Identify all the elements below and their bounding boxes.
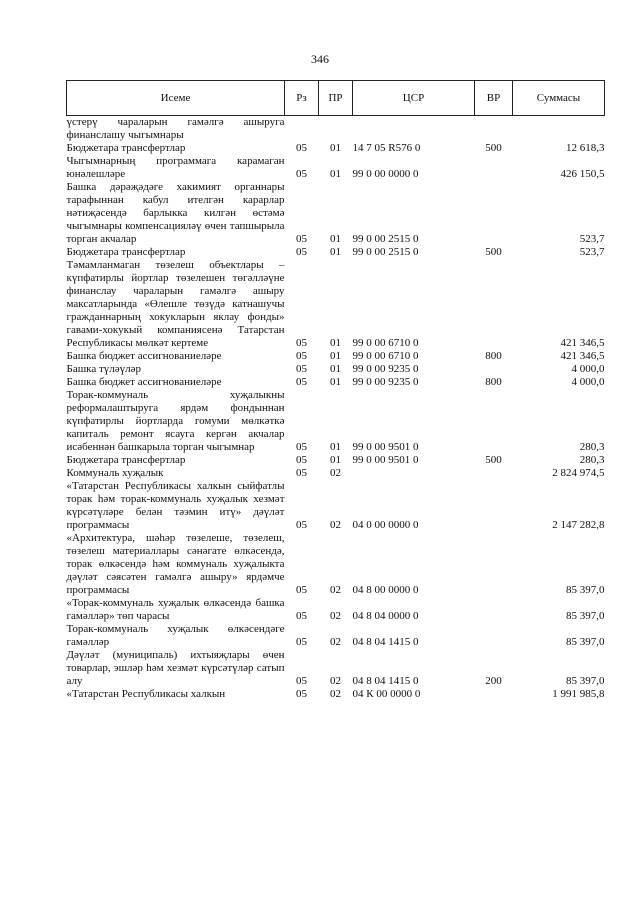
cell-pr: 02 <box>330 519 341 531</box>
cell-name: «Татарстан Республикасы халкын сыйфатлы торак һәм торак-коммуналь хуҗалык хезмәт күрсәтүләре белән тәэмин итү» дәүләт программасы <box>66 480 285 531</box>
cell-vr <box>475 480 513 532</box>
cell-vr <box>475 467 513 480</box>
cell-sum: 1 991 985,8 <box>552 688 605 700</box>
cell-vr: 500 <box>485 246 502 258</box>
cell-sum: 280,3 <box>579 441 605 453</box>
cell-name: Торак-коммуналь хуҗалык өлкәсендәге гамәлләр <box>66 623 285 648</box>
table-header-row <box>67 81 605 116</box>
cell-name: Торак-коммуналь хуҗалыкны реформалаштыруга ярдәм фондыннан күпфатирлы йортларда гомуми мөлкәткә капиталь ремонт ясауга кергән акчалар исәбеннән башкарыла торган чыгымнар <box>66 389 285 453</box>
cell-csr: 99 0 00 9235 0 <box>352 376 419 388</box>
cell-rz: 05 <box>296 233 307 245</box>
cell-vr: 800 <box>485 376 502 388</box>
cell-pr <box>319 116 353 143</box>
cell-vr: 500 <box>485 454 502 466</box>
cell-sum: 4 000,0 <box>571 363 605 375</box>
cell-name: Бюджетара трансфертлар <box>66 454 186 466</box>
cell-vr: 200 <box>485 675 502 687</box>
cell-pr: 02 <box>330 467 341 479</box>
cell-csr: 04 8 04 1415 0 <box>352 636 419 648</box>
cell-name: Коммуналь хуҗалык <box>66 467 164 479</box>
header-csr: ЦСР <box>353 81 475 116</box>
cell-vr <box>475 181 513 246</box>
cell-rz: 05 <box>296 454 307 466</box>
cell-name: үстерү чараларын гамәлгә ашыруга финанслашу чыгымнары <box>66 116 285 141</box>
cell-pr: 01 <box>330 441 341 453</box>
cell-csr: 14 7 05 R576 0 <box>352 142 421 154</box>
table-row <box>67 454 605 467</box>
table-row <box>67 142 605 155</box>
cell-sum: 426 150,5 <box>560 168 605 180</box>
cell-rz: 05 <box>296 441 307 453</box>
cell-csr: 99 0 00 9501 0 <box>352 441 419 453</box>
cell-pr: 02 <box>330 636 341 648</box>
table-row <box>67 116 605 143</box>
cell-sum: 85 397,0 <box>566 636 605 648</box>
cell-rz: 05 <box>296 246 307 258</box>
cell-pr: 01 <box>330 454 341 466</box>
cell-csr: 04 8 04 0000 0 <box>352 610 419 622</box>
cell-name: Башка бюджет ассигнованиеләре <box>66 376 222 388</box>
cell-rz: 05 <box>296 467 307 479</box>
cell-csr: 04 8 04 1415 0 <box>352 675 419 687</box>
cell-sum <box>513 116 605 143</box>
cell-sum: 421 346,5 <box>560 337 605 349</box>
cell-csr: 99 0 00 2515 0 <box>352 246 419 258</box>
cell-pr: 01 <box>330 350 341 362</box>
table-row <box>67 649 605 688</box>
table-row <box>67 480 605 532</box>
table-body <box>67 116 605 702</box>
table-row <box>67 532 605 597</box>
table-row <box>67 246 605 259</box>
cell-rz: 05 <box>296 376 307 388</box>
page-number: 346 <box>311 52 329 66</box>
cell-rz: 05 <box>296 337 307 349</box>
cell-sum: 85 397,0 <box>566 675 605 687</box>
cell-rz: 05 <box>296 636 307 648</box>
cell-rz <box>285 116 319 143</box>
cell-name: «Архитектура, шәһәр төзелеше, төзелеш, төзелеш материаллары сәнәгате өлкәсендә, торак өлкәсендә һәм коммуналь хуҗалыкта дәүләт сәясәтен гамәлгә ашыру» ярдәмче программасы <box>66 532 285 596</box>
cell-name: Чыгымнарның программага карамаган юнәлешләре <box>66 155 285 180</box>
cell-vr <box>475 597 513 623</box>
header-vr: ВР <box>475 81 513 116</box>
cell-csr: 99 0 00 9235 0 <box>352 363 419 375</box>
cell-sum: 523,7 <box>579 246 605 258</box>
cell-csr: 99 0 00 6710 0 <box>352 350 419 362</box>
header-rz: Рз <box>285 81 319 116</box>
cell-sum: 523,7 <box>579 233 605 245</box>
cell-csr: 04 0 00 0000 0 <box>352 519 419 531</box>
table-row <box>67 597 605 623</box>
cell-rz: 05 <box>296 584 307 596</box>
cell-pr: 01 <box>330 246 341 258</box>
cell-pr: 02 <box>330 675 341 687</box>
cell-pr: 01 <box>330 363 341 375</box>
cell-vr <box>475 532 513 597</box>
cell-vr <box>475 688 513 701</box>
cell-name: Тәмамланмаган төзелеш объектлары – күпфатирлы йортлар төзелешен төгәлләүне финанслау чараларын гамәлгә ашыру максатларында «Өлешле төзүдә катнашучы гражданнарның хокукларын яклау фонды» гавами-хокукый компаниясенә Татарстан Республикасы мөлкәт кертеме <box>66 259 285 349</box>
cell-csr: 99 0 00 2515 0 <box>352 233 419 245</box>
header-pr: ПР <box>319 81 353 116</box>
cell-pr: 01 <box>330 337 341 349</box>
table-row <box>67 623 605 649</box>
table-row <box>67 467 605 480</box>
cell-name: Башка түләүләр <box>66 363 142 375</box>
cell-rz: 05 <box>296 610 307 622</box>
cell-sum: 85 397,0 <box>566 584 605 596</box>
cell-pr: 02 <box>330 610 341 622</box>
table-row <box>67 181 605 246</box>
table-row <box>67 363 605 376</box>
cell-name: Башка дәрәҗәдәге хакимият органнары тарафыннан кабул ителгән карарлар нәтиҗәсендә барлыкка килгән өстәмә чыгымнары компенсацияләү өчен тапшырыла торган акчалар <box>66 181 285 245</box>
cell-name: «Торак-коммуналь хуҗалык өлкәсендә башка гамәлләр» төп чарасы <box>66 597 285 622</box>
cell-vr: 800 <box>485 350 502 362</box>
cell-name: Бюджетара трансфертлар <box>66 246 186 258</box>
cell-rz: 05 <box>296 675 307 687</box>
cell-rz: 05 <box>296 142 307 154</box>
cell-vr <box>475 363 513 376</box>
cell-pr: 01 <box>330 233 341 245</box>
header-name: Исеме <box>67 81 285 116</box>
cell-sum: 2 147 282,8 <box>552 519 605 531</box>
cell-sum: 280,3 <box>579 454 605 466</box>
cell-name: «Татарстан Республикасы халкын <box>66 688 226 700</box>
cell-csr <box>353 467 475 480</box>
table-row <box>67 259 605 350</box>
cell-rz: 05 <box>296 688 307 700</box>
budget-table <box>66 80 605 701</box>
cell-csr <box>353 116 475 143</box>
cell-csr: 04 8 00 0000 0 <box>352 584 419 596</box>
cell-csr: 99 0 00 9501 0 <box>352 454 419 466</box>
cell-pr: 01 <box>330 142 341 154</box>
cell-pr: 01 <box>330 168 341 180</box>
cell-csr: 04 К 00 0000 0 <box>352 688 421 700</box>
cell-pr: 02 <box>330 584 341 596</box>
cell-vr: 500 <box>485 142 502 154</box>
cell-csr: 99 0 00 6710 0 <box>352 337 419 349</box>
cell-name: Башка бюджет ассигнованиеләре <box>66 350 222 362</box>
cell-sum: 85 397,0 <box>566 610 605 622</box>
cell-vr <box>475 259 513 350</box>
cell-vr <box>475 155 513 181</box>
cell-rz: 05 <box>296 168 307 180</box>
table-row <box>67 389 605 454</box>
cell-rz: 05 <box>296 519 307 531</box>
cell-pr: 01 <box>330 376 341 388</box>
cell-vr <box>475 389 513 454</box>
cell-sum: 2 824 974,5 <box>552 467 605 479</box>
cell-pr: 02 <box>330 688 341 700</box>
cell-rz: 05 <box>296 350 307 362</box>
cell-vr <box>475 623 513 649</box>
cell-name: Дәүләт (муниципаль) ихтыяҗлары өчен товарлар, эшләр һәм хезмәт күрсәтүләр сатып алу <box>66 649 285 687</box>
cell-vr <box>475 116 513 143</box>
header-sum: Суммасы <box>513 81 605 116</box>
table-row <box>67 350 605 363</box>
cell-name: Бюджетара трансфертлар <box>66 142 186 154</box>
table-row <box>67 155 605 181</box>
cell-sum: 12 618,3 <box>566 142 605 154</box>
table-row <box>67 688 605 701</box>
cell-sum: 421 346,5 <box>560 350 605 362</box>
cell-sum: 4 000,0 <box>571 376 605 388</box>
table-row <box>67 376 605 389</box>
cell-rz: 05 <box>296 363 307 375</box>
cell-csr: 99 0 00 0000 0 <box>352 168 419 180</box>
